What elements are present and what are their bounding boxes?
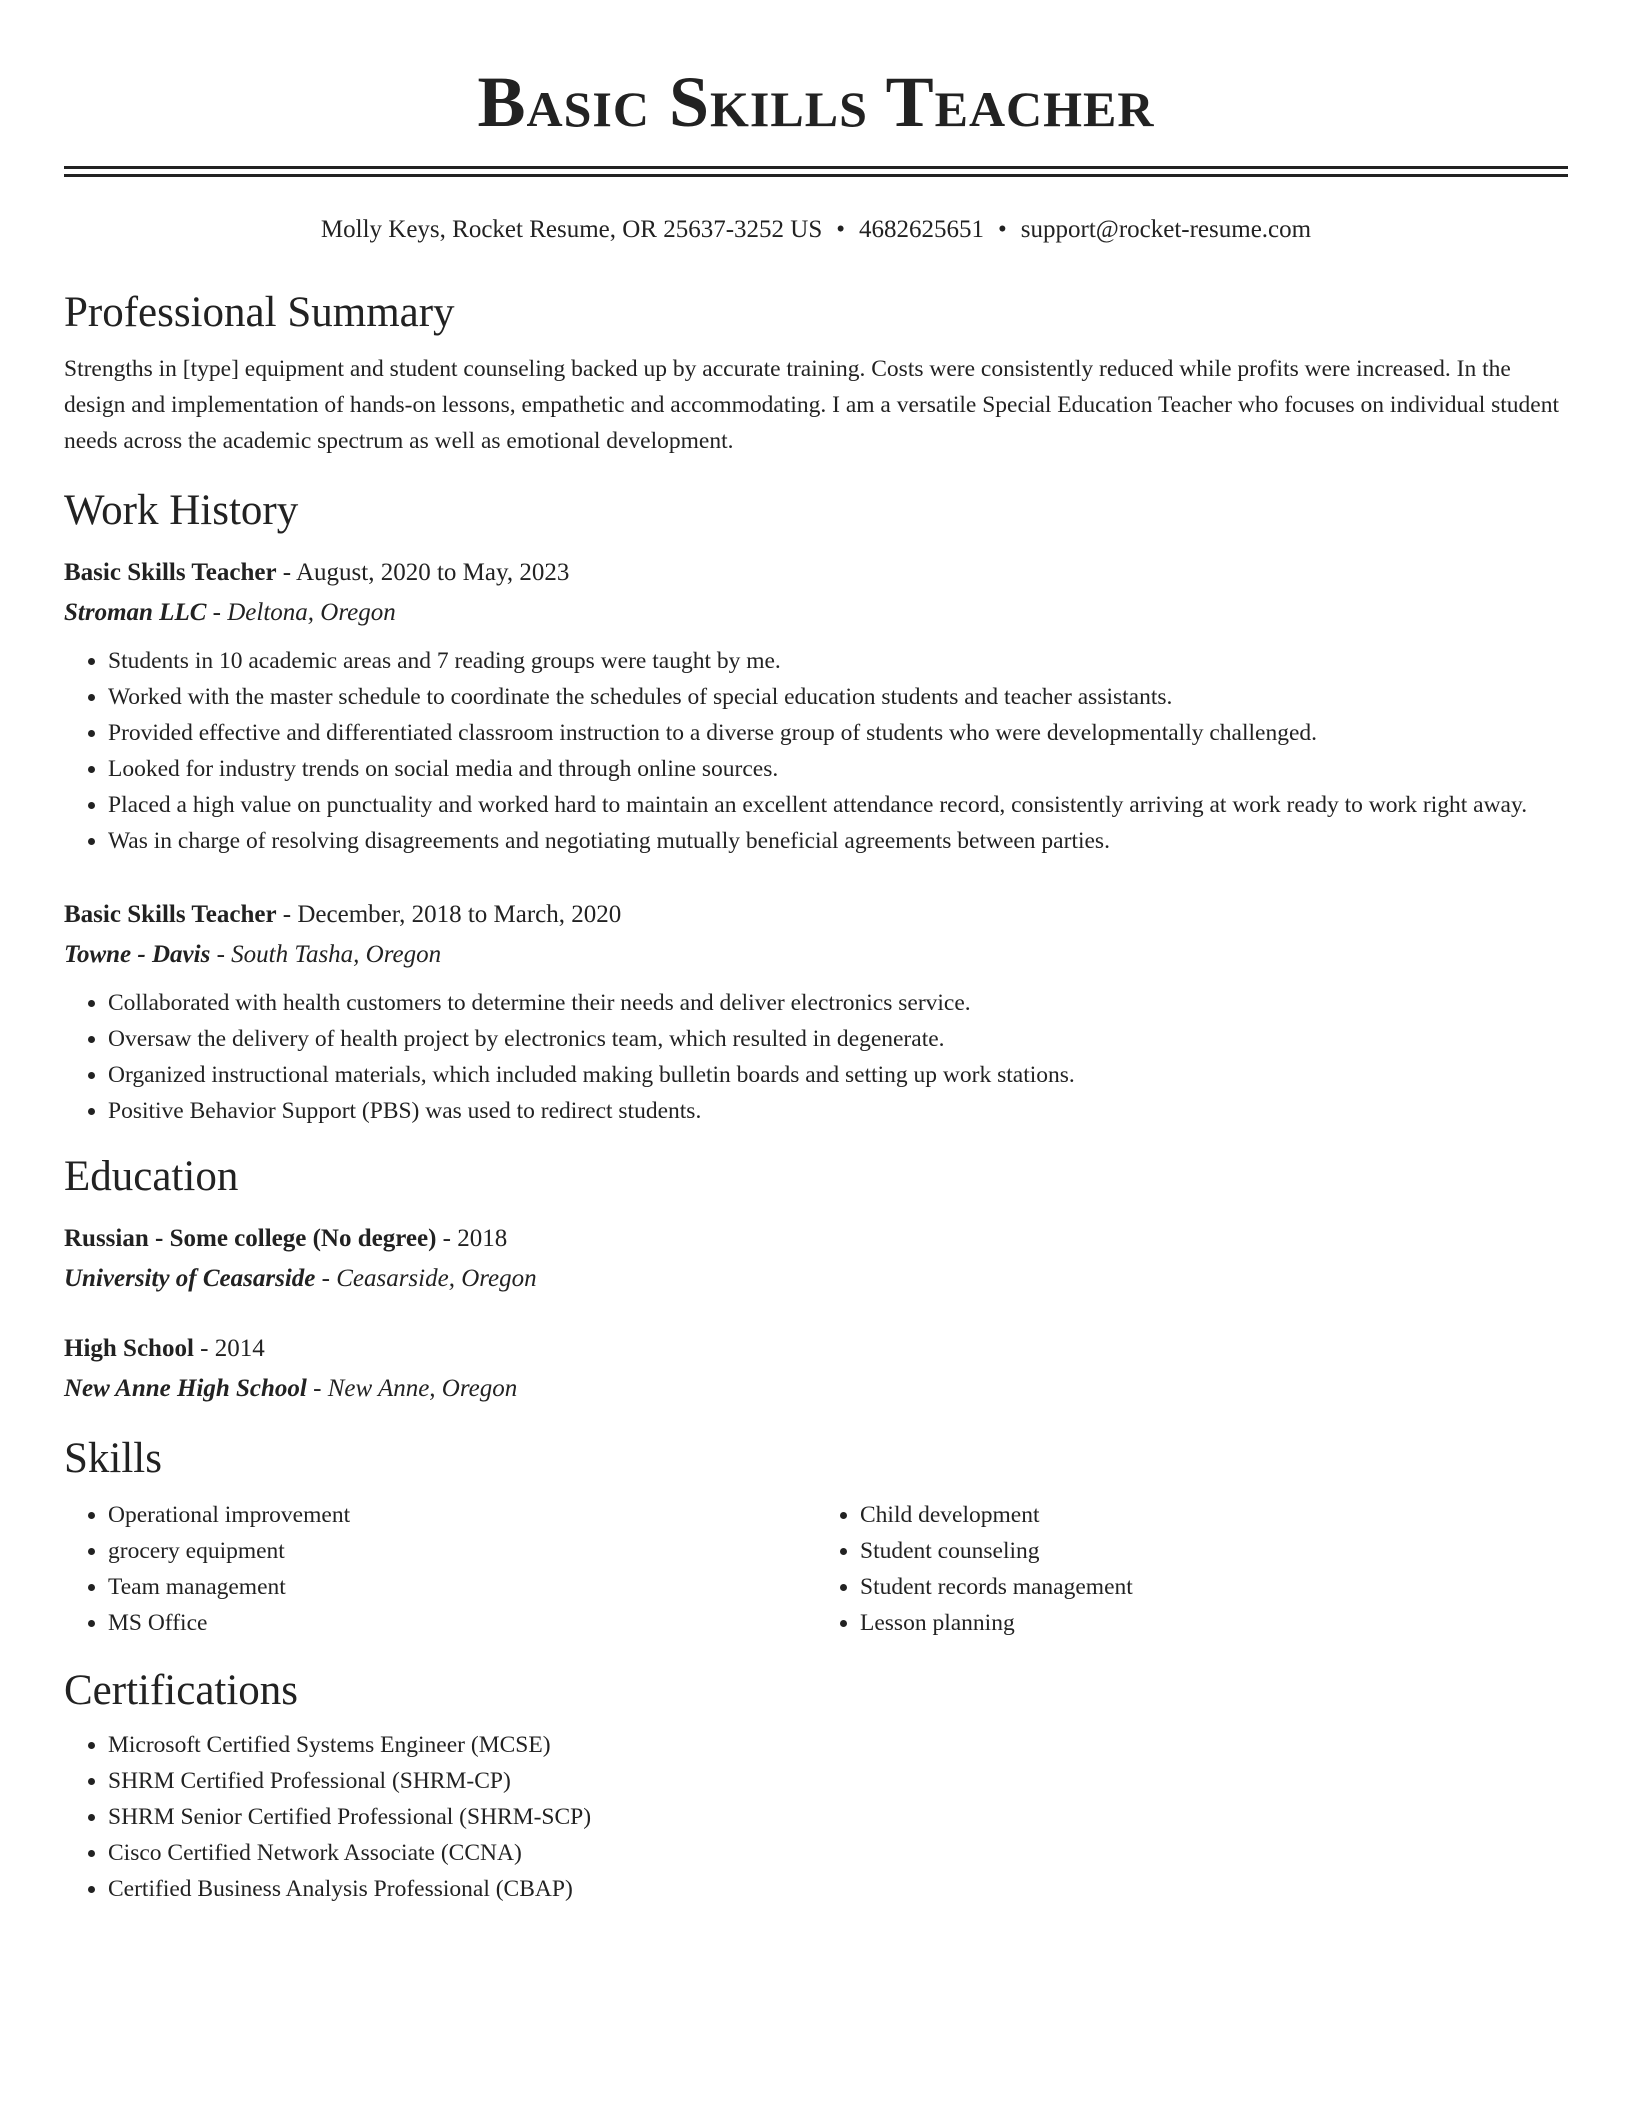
job-bullets: [64, 985, 1568, 1129]
education-school: University of Ceasarside: [64, 1265, 316, 1292]
education-entry: [64, 1329, 1568, 1409]
job-bullet: • Collaborated with health customers to determine their needs and deliver electronics service.: [108, 985, 1568, 1021]
resume-name: Basic Skills Teacher: [477, 62, 1155, 142]
skill-item: • grocery equipment: [108, 1533, 816, 1569]
job-entry: [64, 895, 1568, 1129]
certification-item: • Certified Business Analysis Professional (CBAP): [108, 1871, 1568, 1907]
job-bullets: [64, 643, 1568, 859]
header-rule-top: [64, 166, 1568, 169]
job-company-line: [64, 935, 1568, 975]
header-rule-bottom: [64, 174, 1568, 177]
certifications-heading: Certifications: [64, 1667, 299, 1714]
contact-email: support@rocket-resume.com: [1020, 216, 1312, 243]
summary-text: Strengths in [type] equipment and student counseling backed up by accurate training. Costs were consistently reduced while profits were increased. In the design and implementation of hands-on lessons, empathetic and accommodating. I am a versatile Special Education Teacher who focuses on individual student needs across the academic spectrum as well as emotional development.: [64, 356, 1559, 454]
skill-item: • MS Office: [108, 1605, 816, 1641]
certification-item: • Microsoft Certified Systems Engineer (MCSE): [108, 1727, 1568, 1763]
skills-column-right: [816, 1497, 1568, 1641]
education-degree: High School: [64, 1335, 194, 1362]
education-entry: [64, 1219, 1568, 1299]
contact-phone: 4682625651: [859, 216, 985, 243]
job-role: Basic Skills Teacher: [64, 559, 277, 586]
education-location: - Ceasarside, Oregon: [315, 1265, 537, 1292]
job-bullet: • Placed a high value on punctuality and worked hard to maintain an excellent attendance record, consistently arriving at work ready to work right away.: [108, 787, 1568, 823]
job-dates: - August, 2020 to May, 2023: [276, 559, 570, 586]
job-location: - South Tasha, Oregon: [210, 941, 442, 968]
education-school: New Anne High School: [64, 1375, 307, 1402]
education-year: - 2018: [436, 1225, 508, 1252]
skill-item: • Team management: [108, 1569, 816, 1605]
education-degree-line: [64, 1329, 1568, 1369]
education-school-line: [64, 1259, 1568, 1299]
job-bullet: • Was in charge of resolving disagreements and negotiating mutually beneficial agreements between parties.: [108, 823, 1568, 859]
certifications-list: [64, 1727, 1568, 1907]
contact-line: [64, 215, 1568, 245]
education-school-line: [64, 1369, 1568, 1409]
job-title-line: [64, 553, 1568, 593]
job-bullet: • Looked for industry trends on social media and through online sources.: [108, 751, 1568, 787]
skill-item: • Operational improvement: [108, 1497, 816, 1533]
certification-item: • SHRM Senior Certified Professional (SHRM-SCP): [108, 1799, 1568, 1835]
job-bullet: • Oversaw the delivery of health project by electronics team, which resulted in degenerate.: [108, 1021, 1568, 1057]
skills-heading: Skills: [64, 1435, 162, 1482]
skill-item: • Lesson planning: [860, 1605, 1568, 1641]
work-history-heading: Work History: [64, 487, 299, 534]
contact-separator: •: [836, 216, 846, 243]
summary-heading: Professional Summary: [64, 289, 455, 336]
education-location: - New Anne, Oregon: [306, 1375, 518, 1402]
contact-separator: •: [998, 216, 1007, 243]
job-bullet: • Organized instructional materials, which included making bulletin boards and setting up work stations.: [108, 1057, 1568, 1093]
contact-address: Molly Keys, Rocket Resume, OR 25637-3252 US: [320, 216, 823, 243]
job-bullet: • Worked with the master schedule to coordinate the schedules of special education students and teacher assistants.: [108, 679, 1568, 715]
skill-item: • Student counseling: [860, 1533, 1568, 1569]
education-degree-line: [64, 1219, 1568, 1259]
job-bullet: • Students in 10 academic areas and 7 reading groups were taught by me.: [108, 643, 1568, 679]
education-heading: Education: [64, 1153, 239, 1200]
job-bullet: • Positive Behavior Support (PBS) was used to redirect students.: [108, 1093, 1568, 1129]
certification-item: • Cisco Certified Network Associate (CCNA): [108, 1835, 1568, 1871]
education-year: - 2014: [193, 1335, 265, 1362]
job-company: Towne - Davis: [64, 941, 211, 968]
skill-item: • Student records management: [860, 1569, 1568, 1605]
skills-grid: [64, 1497, 1568, 1641]
job-title-line: [64, 895, 1568, 935]
job-dates: - December, 2018 to March, 2020: [276, 901, 622, 928]
skill-item: • Child development: [860, 1497, 1568, 1533]
job-company: Stroman LLC: [64, 599, 207, 626]
certification-item: • SHRM Certified Professional (SHRM-CP): [108, 1763, 1568, 1799]
job-location: - Deltona, Oregon: [206, 599, 396, 626]
job-company-line: [64, 593, 1568, 633]
job-role: Basic Skills Teacher: [64, 901, 277, 928]
job-entry: [64, 553, 1568, 859]
job-bullet: • Provided effective and differentiated classroom instruction to a diverse group of students who were developmentally challenged.: [108, 715, 1568, 751]
skills-column-left: [64, 1497, 816, 1641]
education-degree: Russian - Some college (No degree): [64, 1225, 437, 1252]
